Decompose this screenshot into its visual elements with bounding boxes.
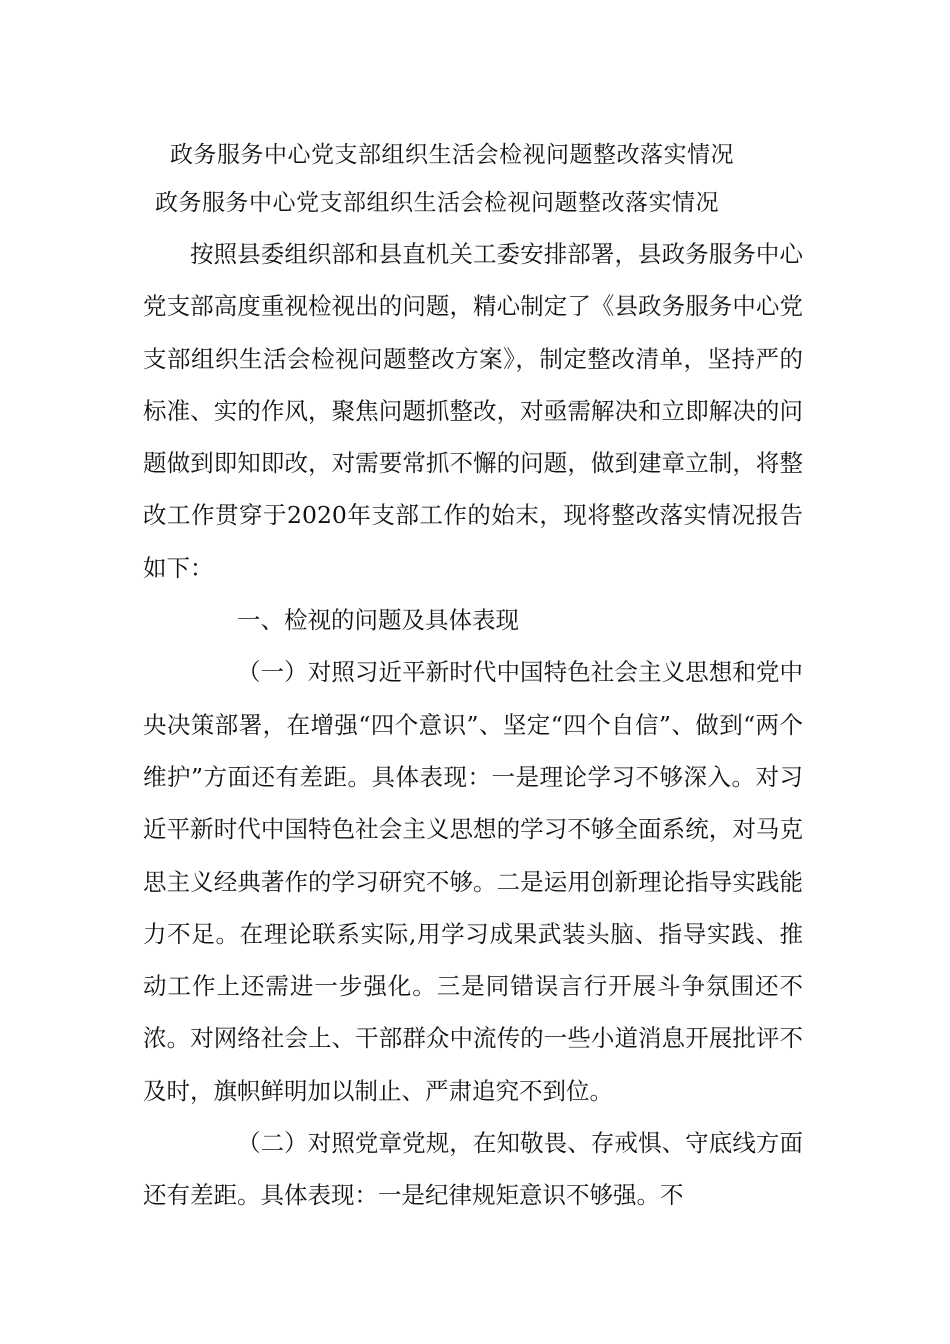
subsection-paragraph-2: （二）对照党章党规，在知敬畏、存戒惧、守底线方面还有差距。具体表现：一是纪律规矩意识不够强。不: [143, 1129, 803, 1210]
document-title: 政务服务中心党支部组织生活会检视问题整改落实情况: [170, 142, 734, 168]
section-heading: 一、检视的问题及具体表现: [237, 606, 519, 635]
intro-paragraph: 按照县委组织部和县直机关工委安排部署，县政务服务中心党支部高度重视检视出的问题，精心制定了《县政务服务中心党支部组织生活会检视问题整改方案》，制定整改清单，坚持严的标准、实的作风，聚焦问题抓整改，对亟需解决和立即解决的问题做到即知即改，对需要常抓不懈的问题，做到建章立制，将整改工作贯穿于2020年支部工作的始末，现将整改落实情况报告如下：: [143, 240, 803, 582]
subsection-paragraph-1: （一）对照习近平新时代中国特色社会主义思想和党中央决策部署，在增强“四个意识”、坚定“四个自信”、做到“两个维护”方面还有差距。具体表现：一是理论学习不够深入。对习近平新时代中国特色社会主义思想的学习不够全面系统，对马克思主义经典著作的学习研究不够。二是运用创新理论指导实践能力不足。在理论联系实际,用学习成果武装头脑、指导实践、推动工作上还需进一步强化。三是同错误言行开展斗争氛围还不浓。对网络社会上、干部群众中流传的一些小道消息开展批评不及时，旗帜鲜明加以制止、严肃追究不到位。: [143, 658, 803, 1105]
document-subtitle: 政务服务中心党支部组织生活会检视问题整改落实情况: [155, 190, 719, 216]
document-body: [143, 228, 803, 1222]
